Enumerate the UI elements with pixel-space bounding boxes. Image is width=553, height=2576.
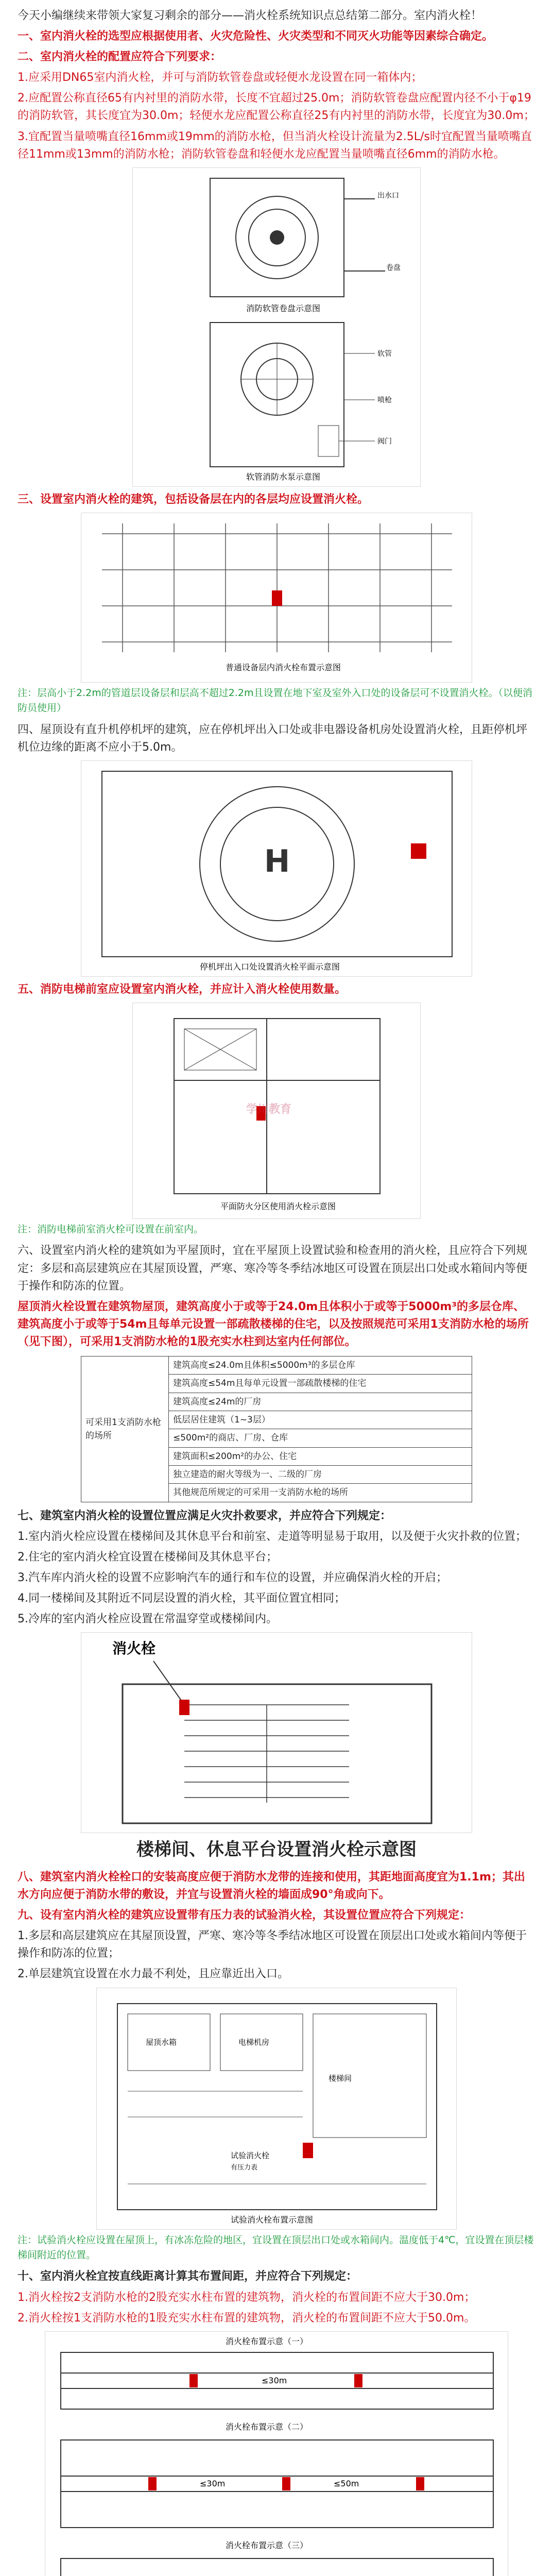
- spacing-3: ≤50m: [334, 2478, 359, 2488]
- table-row-3: 低层居住建筑（1~3层）: [169, 1411, 472, 1429]
- label-stairwell: 楼梯间: [329, 2073, 352, 2083]
- s10-item-1: 2.消火栓按1支消防水枪的1股充实水柱布置的建筑物，消火栓的布置间距不应大于50.0m。: [18, 2311, 476, 2325]
- s5-title: 五、消防电梯前室应设置室内消火栓，并应计入消火栓使用数量。: [18, 982, 347, 996]
- elevator-caption: 平面防火分区使用消火栓示意图: [220, 1201, 336, 1211]
- label-test-hydrant: 试验消火栓: [231, 2150, 270, 2160]
- test-hydrant-figure: [96, 1988, 457, 2230]
- table-row-5: 建筑面积≤200m²的办公、住宅: [169, 1447, 472, 1465]
- s9-note: 注：试验消火栓应设置在屋顶上，有冰冻危险的地区，宜设置在顶层出口处或水箱间内。温度低于4℃，宜设置在顶层楼梯间附近的位置。: [18, 2234, 534, 2261]
- equipment-floor-figure: [81, 513, 472, 683]
- fig1-caption2: 软管消防水泵示意图: [246, 471, 321, 482]
- s3-note: 注：层高小于2.2m的管道层设备层和层高不超过2.2m且设置在地下室及室外入口处的设备层可不设置消火栓。（以便消防员使用）: [18, 687, 532, 714]
- single-nozzle-table: [81, 1356, 472, 1502]
- s7-item-3: 4.同一楼梯间及其附近不同层设置的消火栓，其平面位置宜相同；: [18, 1592, 345, 1605]
- stairwell-drawing: [81, 1633, 472, 1833]
- label-hose: 软管: [377, 349, 392, 358]
- label-valve: 阀门: [377, 437, 392, 446]
- s7-item-0: 1.室内消火栓应设置在楼梯间及其休息平台和前室、走道等明显易于取用，以及便于火灾扑救的位置；: [18, 1530, 527, 1543]
- hose-reel-drawing: [133, 168, 420, 486]
- stairwell-caption: 楼梯间、休息平台设置消火栓示意图: [136, 1839, 417, 1860]
- svg-text:H: H: [264, 843, 290, 879]
- s1-item-0: 二、室内消火栓的配置应符合下列要求：: [18, 50, 222, 64]
- s1-item-3: 3.宜配置当量喷嘴直径16mm或19mm的消防水枪，但当消火栓设计流量为2.5L/s时宜配置当量喷嘴直径11mm或13mm的消防水枪；消防软管卷盘和轻便水龙应配置当量喷嘴直径6mm的消防水枪。: [18, 130, 532, 161]
- label-roof-tank: 屋顶水箱: [146, 2037, 177, 2047]
- s10-item-0: 1.消火栓按2支消防水枪的2股充实水柱布置的建筑物，消火栓的布置间距不应大于30.0m；: [18, 2291, 476, 2304]
- spacing-title-3: 消火栓布置示意（三）: [226, 2540, 308, 2550]
- s9-title: 九、设有室内消火栓的建筑应设置带有压力表的试验消火栓，其设置位置应符合下列规定：: [18, 1909, 471, 1922]
- stair-hydrant-label: 消火栓: [112, 1640, 156, 1657]
- stairwell-figure: [81, 1632, 472, 1833]
- s7-title: 七、建筑室内消火栓的设置位置应满足火灾扑救要求，并应符合下列规定：: [18, 1509, 392, 1522]
- s8-title: 八、建筑室内消火栓栓口的安装高度应便于消防水龙带的连接和使用，其距地面高度宜为1.1m；其出水方向应便于消防水带的敷设，并宜与设置消火栓的墙面成90°角或向下。: [18, 1871, 525, 1902]
- table-row-4: ≤500m²的商店、厂房、仓库: [169, 1429, 472, 1447]
- test-hydrant-caption: 试验消火栓布置示意图: [231, 2214, 314, 2225]
- table-row-0: 建筑高度≤24.0m且体积≤5000m³的多层仓库: [169, 1357, 472, 1375]
- s1-item-2: 2.应配置公称直径65有内衬里的消防水带，长度不宜超过25.0m；消防软管卷盘应配置内径不小于φ19的消防软管，其长度宜为30.0m；轻便水龙应配置公称直径25有内衬里的消防水带，长度宜为30.0m；: [18, 92, 535, 123]
- s7-item-4: 5.冷库的室内消火栓应设置在常温穿堂或楼梯间内。: [18, 1613, 278, 1626]
- elevator-figure: [132, 1003, 421, 1219]
- heliport-drawing: [81, 761, 472, 976]
- spacing-1: ≤30m: [262, 2375, 287, 2385]
- heliport-caption: 停机坪出入口处设置消火栓平面示意图: [200, 961, 340, 972]
- spacing-figure: [45, 2331, 508, 2576]
- spacing-title-1: 消火栓布置示意（一）: [226, 2336, 308, 2346]
- table-row-6: 独立建造的耐火等级为一、二级的厂房: [169, 1466, 472, 1484]
- hose-reel-figure: [132, 167, 421, 487]
- label-pressure-gauge: 有压力表: [231, 2163, 258, 2172]
- spacing-2: ≤30m: [200, 2478, 226, 2488]
- table-row-7: 其他规范所规定的可采用一支消防水枪的场所: [169, 1484, 472, 1502]
- s5-note: 注：消防电梯前室消火栓可设置在前室内。: [18, 1224, 204, 1235]
- label-outlet: 出水口: [377, 191, 399, 200]
- s9-item-1: 2.单层建筑宜设置在水力最不利处，且应靠近出入口。: [18, 1968, 289, 1981]
- s3-fig-caption: 普通设备层内消火栓布置示意图: [226, 662, 341, 672]
- label-machine-room: 电梯机房: [238, 2037, 270, 2047]
- watermark: 学川教育: [246, 1103, 292, 1116]
- table-left-cell: 可采用1支消防水枪的场所: [81, 1357, 169, 1502]
- s6-text: 六、设置室内消火栓的建筑如为平屋顶时，宜在平屋顶上设置试验和检查用的消火栓，且应符合下列规定：多层和高层建筑应在其屋顶设置，严寒、寒冷等冬季结冰地区可设置在顶层出口处或水箱间内等便于操作和防冻的位置。: [18, 1244, 528, 1293]
- s9-item-0: 1.多层和高层建筑应在其屋顶设置，严寒、寒冷等冬季结冰地区可设置在顶层出口处或水箱间内等便于操作和防冻的位置；: [18, 1929, 527, 1960]
- intro-text: 今天小编继续来带领大家复习剩余的部分——消火栓系统知识点总结第二部分。室内消火栓！: [18, 9, 482, 22]
- equipment-floor-drawing: [81, 513, 472, 682]
- table-row-1: 建筑高度≤54m且每单元设置一部疏散楼梯的住宅: [169, 1375, 472, 1393]
- spacing-title-2: 消火栓布置示意（二）: [226, 2421, 308, 2432]
- s3-title: 三、设置室内消火栓的建筑，包括设备层在内的各层均应设置消火栓。: [18, 493, 369, 506]
- test-hydrant-drawing: [97, 1988, 456, 2229]
- s10-title: 十、室内消火栓宜按直线距离计算其布置间距，并应符合下列规定：: [18, 2270, 358, 2283]
- s4-text: 四、屋顶设有直升机停机坪的建筑，应在停机坪出入口处或非电器设备机房处设置消火栓，且距停机坪机位边缘的距离不应小于5.0m。: [18, 723, 528, 754]
- fig1-caption: 消防软管卷盘示意图: [246, 303, 321, 313]
- label-reel: 卷盘: [386, 263, 401, 272]
- table-row-2: 建筑高度≤24m的厂房: [169, 1393, 472, 1411]
- s7-item-2: 3.汽车库内消火栓的设置不应影响汽车的通行和车位的设置，并应确保消火栓的开启；: [18, 1571, 447, 1585]
- s1-title: 一、室内消火栓的选型应根据使用者、火灾危险性、火灾类型和不同灭火功能等因素综合确定。: [18, 30, 494, 43]
- heliport-figure: [81, 760, 472, 977]
- label-nozzle: 喷枪: [377, 396, 392, 404]
- s1-item-1: 1.应采用DN65室内消火栓，并可与消防软管卷盘或轻便水龙设置在同一箱体内；: [18, 71, 423, 84]
- s7-item-1: 2.住宅的室内消火栓宜设置在楼梯间及其休息平台；: [18, 1550, 278, 1564]
- spacing-drawing: [45, 2332, 508, 2576]
- s6b-text: 屋顶消火栓设置在建筑物屋顶，建筑高度小于或等于24.0m且体积小于或等于5000m³的多层仓库、建筑高度小于或等于54m且每单元设置一部疏散楼梯的住宅，以及按照规范可采用1支消防水枪的场所（见下图），可采用1支消防水枪的1股充实水柱到达室内任何部位。: [18, 1300, 529, 1348]
